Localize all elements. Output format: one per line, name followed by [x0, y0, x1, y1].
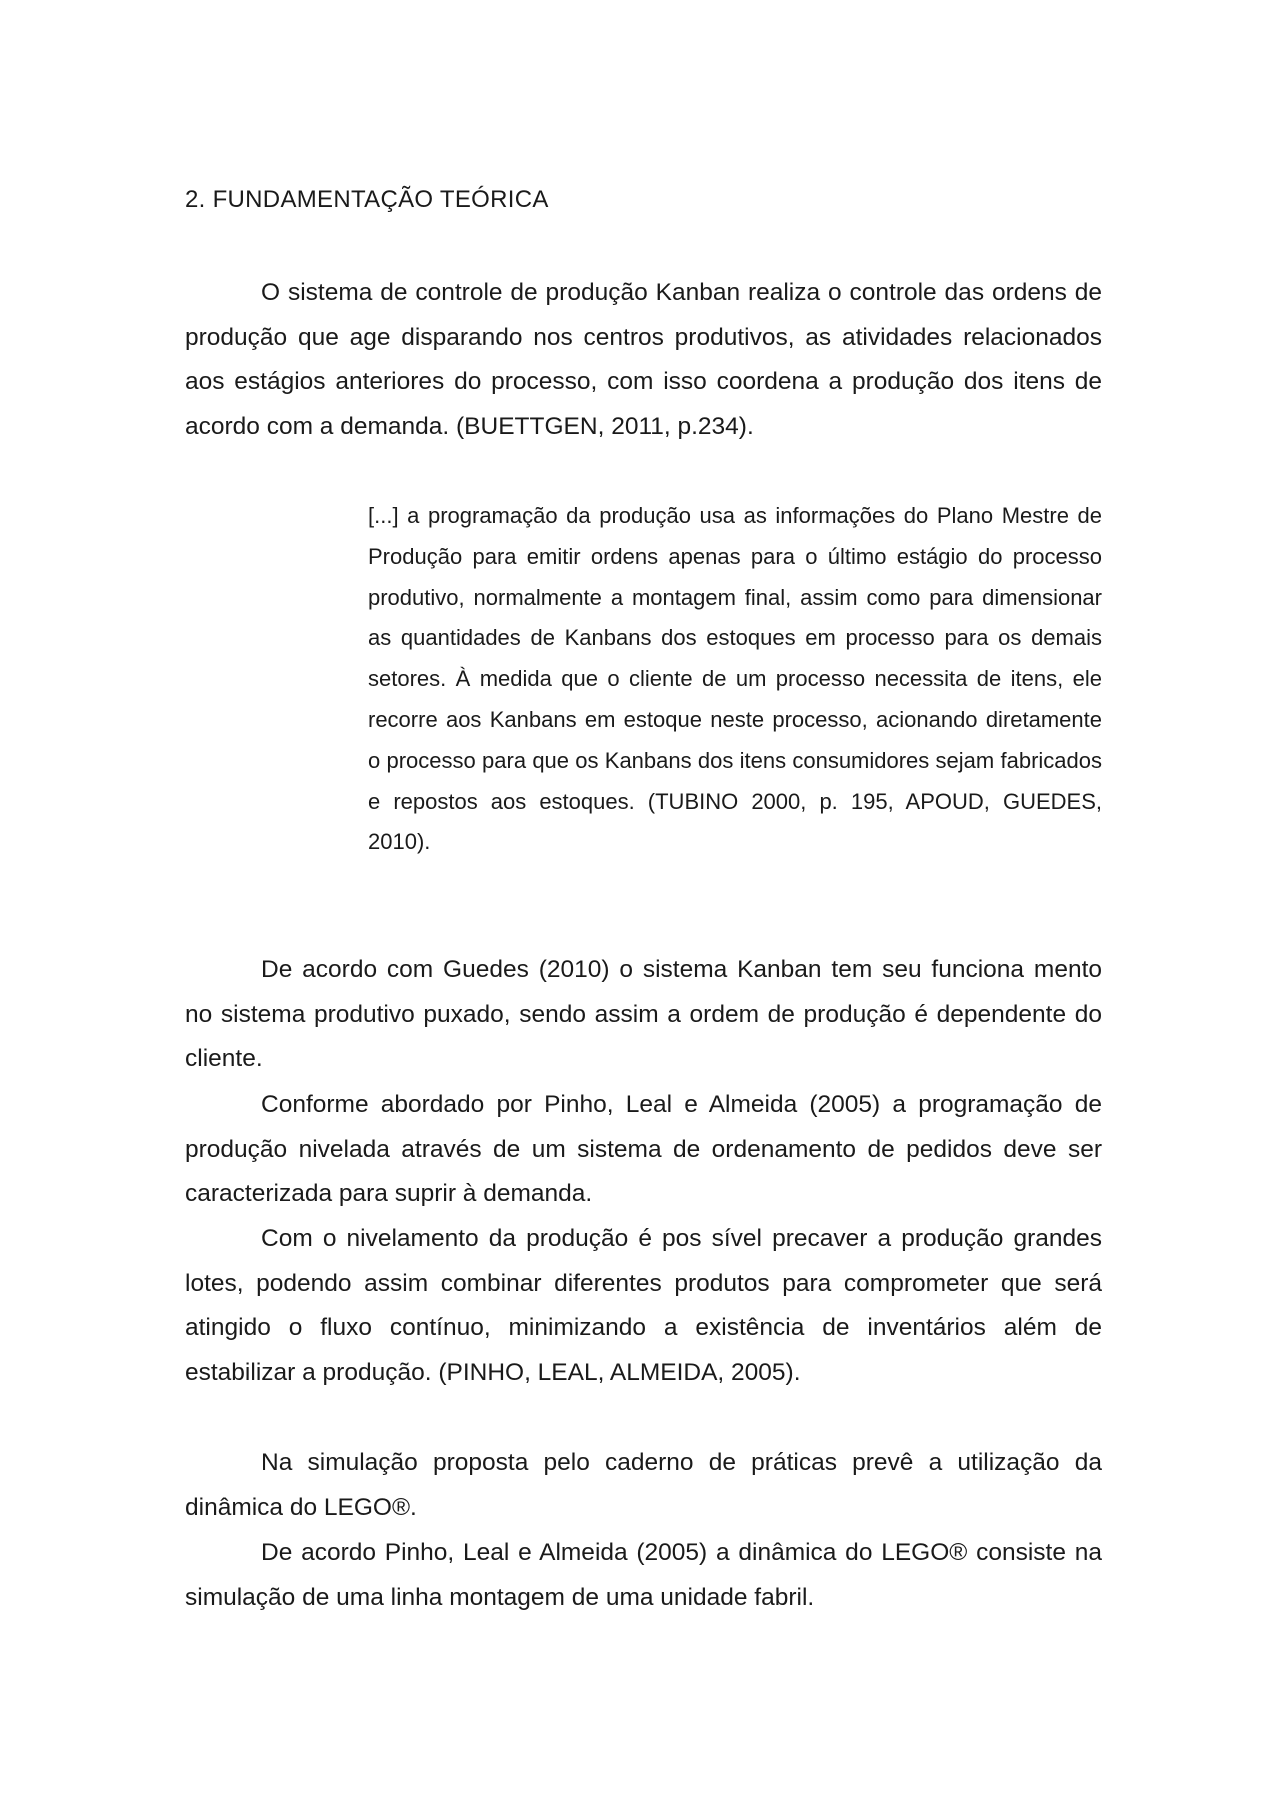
- paragraph-simulacao-lego: Na simulação proposta pelo caderno de práticas prevê a utilização da dinâmica do LEGO®.: [185, 1449, 1102, 1521]
- block-quote-tubino: [...] a programação da produção usa as informações do Plano Mestre de Produção para emitir ordens apenas para o último estágio do processo produtivo, normalmente a montagem final, assim como para dimensionar as quantidades de Kanbans dos estoques em processo para os demais setores. À medida que o cliente de um processo necessita de itens, ele recorre aos Kanbans em estoque neste processo, acionando diretamente o processo para que os Kanbans dos itens consumidores sejam fabricados e repostos aos estoques. (TUBINO 2000, p. 195, APOUD, GUEDES, 2010).: [368, 503, 1102, 855]
- paragraph-pinho-programacao: Conforme abordado por Pinho, Leal e Almeida (2005) a programação de produção nivelada através de um sistema de ordenamento de pedidos deve ser caracterizada para suprir à demanda.: [185, 1091, 1102, 1208]
- paragraph-nivelamento: Com o nivelamento da produção é pos sível precaver a produção grandes lotes, podendo assim combinar diferentes produtos para comprometer que será atingido o fluxo contínuo, minimizando a existência de inventários além de estabilizar a produção. (PINHO, LEAL, ALMEIDA, 2005).: [185, 1225, 1102, 1386]
- paragraph-guedes: De acordo com Guedes (2010) o sistema Kanban tem seu funciona mento no sistema produtivo puxado, sendo assim a ordem de produção é dependente do cliente.: [185, 956, 1102, 1073]
- paragraph-kanban-definition: O sistema de controle de produção Kanban realiza o controle das ordens de produção que age disparando nos centros produtivos, as atividades relacionados aos estágios anteriores do processo, com isso coordena a produção dos itens de acordo com a demanda. (BUETTGEN, 2011, p.234).: [185, 279, 1102, 440]
- section-heading: 2. FUNDAMENTAÇÃO TEÓRICA: [185, 186, 549, 213]
- paragraph-dinamica-lego: De acordo Pinho, Leal e Almeida (2005) a dinâmica do LEGO® consiste na simulação de uma linha montagem de uma unidade fabril.: [185, 1539, 1102, 1611]
